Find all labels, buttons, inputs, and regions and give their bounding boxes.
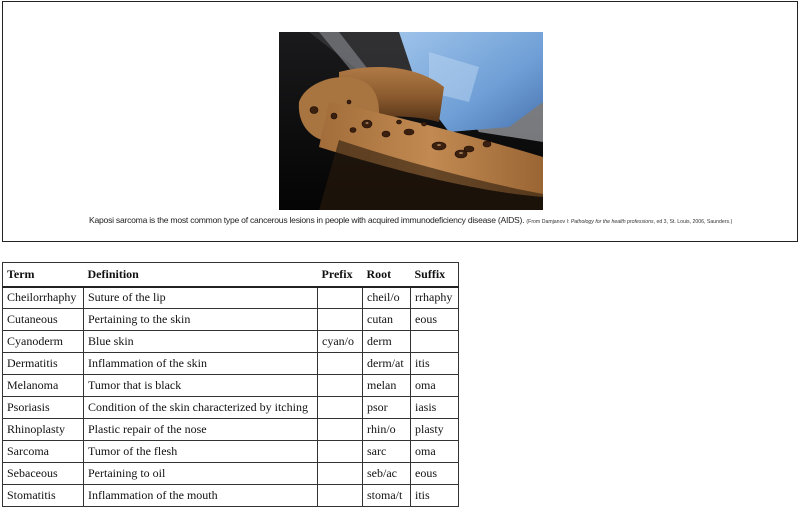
figure-caption (89, 215, 789, 225)
source-prefix: (From Damjanov I: (526, 219, 571, 225)
cell-suffix: eous (411, 463, 459, 485)
cell-suffix: itis (411, 353, 459, 375)
table-row (3, 397, 459, 419)
cell-suffix: plasty (411, 419, 459, 441)
cell-prefix (318, 375, 363, 397)
cell-term: Rhinoplasty (3, 419, 84, 441)
cell-definition: Condition of the skin characterized by itching (84, 397, 318, 419)
source-suffix: , ed 3, St. Louis, 2006, Saunders.) (653, 219, 733, 225)
table-header-row (3, 263, 459, 287)
cell-term: Stomatitis (3, 485, 84, 507)
table-row (3, 353, 459, 375)
cell-root: cutan (363, 309, 411, 331)
cell-definition: Pertaining to the skin (84, 309, 318, 331)
table-row (3, 485, 459, 507)
cell-prefix (318, 441, 363, 463)
cell-suffix: oma (411, 375, 459, 397)
header-definition: Definition (84, 263, 318, 287)
table-row (3, 419, 459, 441)
source-title: Pathology for the health professions (570, 219, 654, 225)
cell-definition: Pertaining to oil (84, 463, 318, 485)
cell-definition: Suture of the lip (84, 287, 318, 309)
cell-suffix: oma (411, 441, 459, 463)
cell-prefix (318, 353, 363, 375)
cell-definition: Blue skin (84, 331, 318, 353)
cell-term: Melanoma (3, 375, 84, 397)
header-term: Term (3, 263, 84, 287)
cell-term: Dermatitis (3, 353, 84, 375)
cell-term: Cutaneous (3, 309, 84, 331)
cell-suffix: iasis (411, 397, 459, 419)
cell-suffix: rrhaphy (411, 287, 459, 309)
cell-prefix (318, 287, 363, 309)
cell-prefix (318, 397, 363, 419)
cell-root: derm/at (363, 353, 411, 375)
cell-suffix (411, 331, 459, 353)
cell-definition: Tumor of the flesh (84, 441, 318, 463)
table-row (3, 331, 459, 353)
table-row (3, 463, 459, 485)
terms-table (2, 262, 459, 507)
cell-root: cheil/o (363, 287, 411, 309)
cell-prefix: cyan/o (318, 331, 363, 353)
table-row (3, 309, 459, 331)
arm-lesions-illustration (279, 32, 543, 210)
cell-root: rhin/o (363, 419, 411, 441)
cell-root: psor (363, 397, 411, 419)
cell-definition: Tumor that is black (84, 375, 318, 397)
caption-text: Kaposi sarcoma is the most common type of cancerous lesions in people with acquired immunodeficiency disease (AIDS). (89, 215, 525, 225)
cell-root: sarc (363, 441, 411, 463)
cell-prefix (318, 419, 363, 441)
cell-prefix (318, 463, 363, 485)
table-row (3, 441, 459, 463)
cell-root: derm (363, 331, 411, 353)
cell-definition: Plastic repair of the nose (84, 419, 318, 441)
cell-root: seb/ac (363, 463, 411, 485)
cell-term: Cyanoderm (3, 331, 84, 353)
figure-box (2, 1, 798, 242)
caption-source (526, 219, 732, 225)
cell-term: Psoriasis (3, 397, 84, 419)
cell-term: Cheilorrhaphy (3, 287, 84, 309)
table-row (3, 375, 459, 397)
header-prefix: Prefix (318, 263, 363, 287)
cell-prefix (318, 485, 363, 507)
cell-root: stoma/t (363, 485, 411, 507)
header-root: Root (363, 263, 411, 287)
cell-term: Sebaceous (3, 463, 84, 485)
cell-term: Sarcoma (3, 441, 84, 463)
cell-suffix: eous (411, 309, 459, 331)
table-row (3, 287, 459, 309)
cell-prefix (318, 309, 363, 331)
cell-suffix: itis (411, 485, 459, 507)
cell-definition: Inflammation of the mouth (84, 485, 318, 507)
cell-definition: Inflammation of the skin (84, 353, 318, 375)
header-suffix: Suffix (411, 263, 459, 287)
kaposi-sarcoma-photo (279, 32, 543, 210)
cell-root: melan (363, 375, 411, 397)
